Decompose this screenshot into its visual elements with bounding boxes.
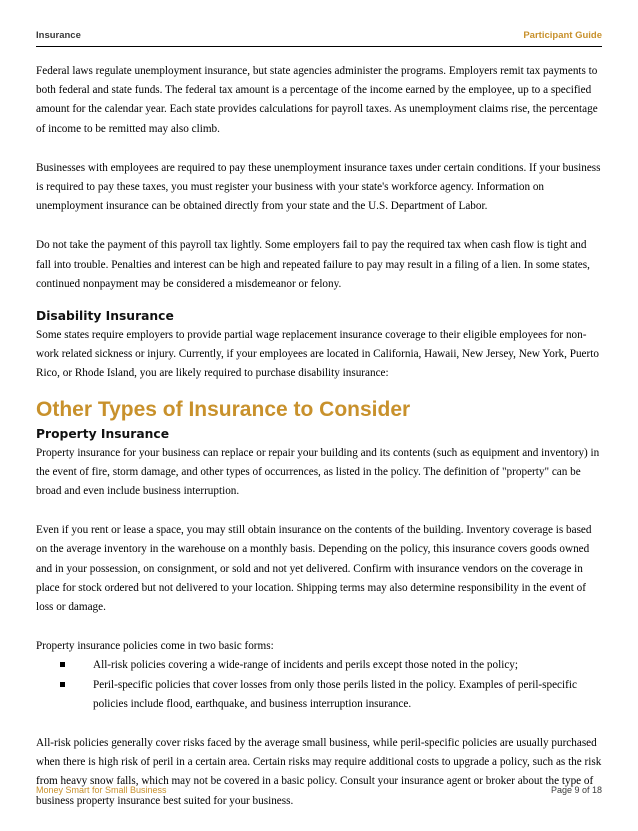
header-rule bbox=[36, 46, 602, 47]
page-footer bbox=[36, 785, 602, 797]
list-item bbox=[36, 676, 602, 714]
paragraph-disability-insurance: Some states require employers to provide partial wage replacement insurance coverage to their eligible employees for non-work related sickness or injury. Currently, if your employees are located in California, Hawaii, New Jersey, New York, Puerto Rico, or Rhode Island, you are likely required to purchase disability insurance: bbox=[36, 329, 599, 380]
paragraph-all-risk-vs-peril: All-risk policies generally cover risks faced by the average small business, while peril-specific policies are usually purchased when there is high risk of peril in a certain area. Certain risks may require additional costs to upgrade a policy, such as the risk from heavy snow falls, which may not be covered in a basic policy. Consult your insurance agent or broker about the type of business property insurance best suited for your business. bbox=[36, 737, 602, 807]
footer-course-title: Money Smart for Small Business bbox=[36, 785, 167, 795]
paragraph-property-insurance-definition: Property insurance for your business can replace or repair your building and its contents (such as equipment and inventory) in the event of fire, storm damage, and other types of occurrences, as listed in the policy. The definition of "property" can be broad and even include business interruption. bbox=[36, 446, 600, 498]
paragraph-property-inventory-coverage: Even if you rent or lease a space, you may still obtain insurance on the contents of the building. Inventory coverage is based on the average inventory in the warehouse on a monthly basis. Depending on the policy, this insurance covers goods owned and in your possession, on consignment, or sold and not yet delivered. Confirm with insurance vendors on the coverage in place for stock ordered but not delivered to your location. Shipping terms may also determine responsibility in the event of loss or damage. bbox=[36, 524, 592, 614]
header-guide-title: Participant Guide bbox=[523, 30, 602, 41]
list-item-text: All-risk policies covering a wide-range of incidents and perils except those noted in the policy; bbox=[93, 659, 518, 672]
paragraph-unemployment-regulation: Federal laws regulate unemployment insurance, but state agencies administer the programs. Employers remit tax payments to both federal and state funds. The federal tax amount is a percentage of the income earned by the employee, up to a specified amount for the calendar year. Each state provides calculations for payroll taxes. As unemployment claims rise, the percentage of income to be remitted may also climb. bbox=[36, 65, 598, 135]
heading-disability-insurance: Disability Insurance bbox=[36, 309, 174, 324]
list-item-text: Peril-specific policies that cover losses from only those perils listed in the policy. Examples of peril-specific policies include flood, earthquake, and business interruption insurance. bbox=[93, 678, 577, 710]
document-body bbox=[36, 62, 602, 831]
square-bullet-icon bbox=[60, 682, 65, 687]
footer-page-number: Page 9 of 18 bbox=[550, 785, 602, 795]
list-item bbox=[36, 656, 602, 675]
header-section-title: Insurance bbox=[36, 30, 81, 41]
square-bullet-icon bbox=[60, 662, 65, 667]
document-page bbox=[36, 0, 602, 826]
paragraph-payroll-tax-warning: Do not take the payment of this payroll tax lightly. Some employers fail to pay the required tax when cash flow is tight and fall into trouble. Penalties and interest can be high and repeated failure to pay may result in a filing of a lien. In some states, continued nonpayment may be considered a misdemeanor or felony. bbox=[36, 239, 590, 290]
heading-property-insurance: Property Insurance bbox=[36, 426, 170, 441]
policy-forms-list bbox=[36, 656, 602, 714]
paragraph-unemployment-registration: Businesses with employees are required to pay these unemployment insurance taxes under certain conditions. If your business is required to pay these taxes, you must register your business with your state's workforce agency. Information on unemployment insurance can be obtained directly from your state and the U.S. Department of Labor. bbox=[36, 161, 601, 213]
heading-other-types-of-insurance: Other Types of Insurance to Consider bbox=[36, 397, 411, 421]
paragraph-policy-forms-intro: Property insurance policies come in two basic forms: bbox=[36, 640, 274, 653]
page-header bbox=[36, 30, 602, 44]
